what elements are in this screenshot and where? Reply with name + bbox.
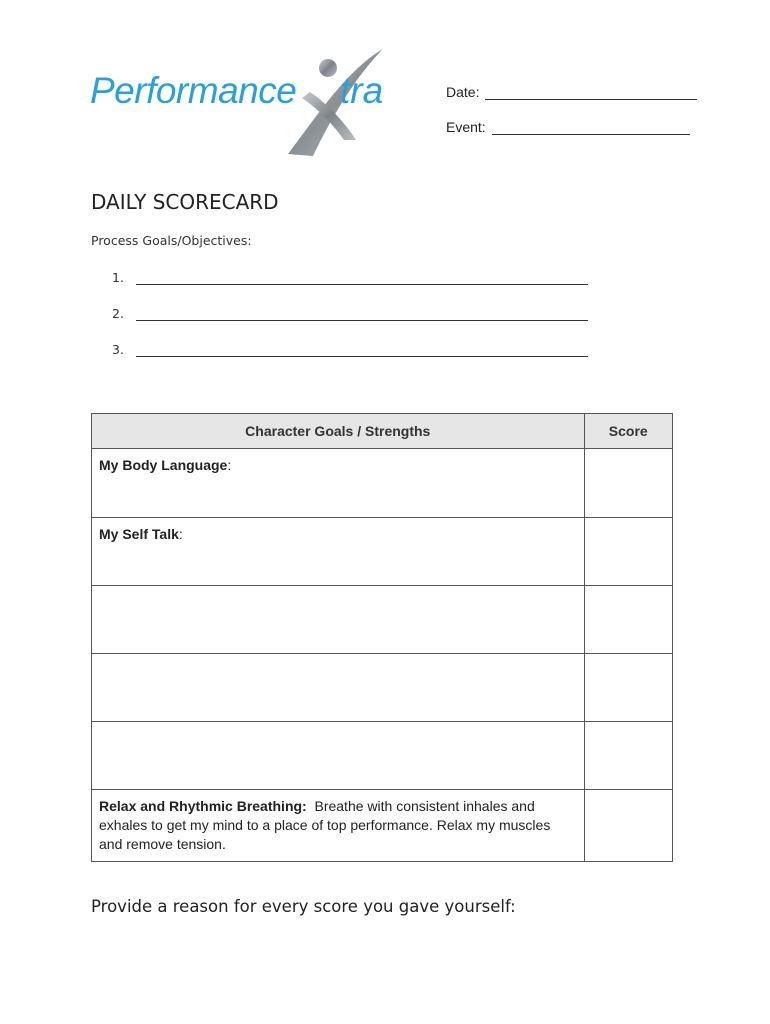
score-cell[interactable] bbox=[584, 790, 672, 862]
goal-cell[interactable] bbox=[92, 518, 585, 586]
footer-instruction: Provide a reason for every score you gave yourself: bbox=[91, 897, 516, 916]
row-label-suffix: : bbox=[227, 457, 232, 473]
row-label: My Body Language bbox=[99, 457, 228, 473]
row-description: Breathe with consistent inhales and exhales to get my mind to a place of top performance. Relax my muscles and remove tension. bbox=[99, 798, 551, 852]
score-cell[interactable] bbox=[584, 654, 672, 722]
goal-number: 2. bbox=[112, 306, 124, 321]
goal-number: 3. bbox=[112, 342, 124, 357]
date-label: Date: bbox=[446, 84, 480, 100]
table-row bbox=[92, 586, 673, 654]
process-goals-heading: Process Goals/Objectives: bbox=[91, 233, 252, 248]
header-score: Score bbox=[584, 414, 672, 449]
goal-item[interactable] bbox=[112, 342, 588, 357]
row-label: My Self Talk bbox=[99, 526, 179, 542]
score-cell[interactable] bbox=[584, 449, 672, 518]
page-title: DAILY SCORECARD bbox=[91, 190, 279, 214]
score-cell[interactable] bbox=[584, 586, 672, 654]
goal-cell[interactable] bbox=[92, 586, 585, 654]
logo-wordmark-tail: tra bbox=[340, 70, 384, 111]
table-row bbox=[92, 722, 673, 790]
row-label: Relax and Rhythmic Breathing: bbox=[99, 798, 307, 814]
table-row bbox=[92, 790, 673, 862]
date-field[interactable] bbox=[446, 84, 697, 100]
goal-item[interactable] bbox=[112, 306, 588, 321]
date-line[interactable] bbox=[485, 85, 697, 100]
table-row bbox=[92, 449, 673, 518]
goal-line[interactable] bbox=[136, 308, 588, 321]
header-character-goals: Character Goals / Strengths bbox=[92, 414, 585, 449]
goal-item[interactable] bbox=[112, 270, 588, 285]
performancextra-logo bbox=[88, 44, 398, 164]
goal-cell[interactable] bbox=[92, 790, 585, 862]
goal-line[interactable] bbox=[136, 272, 588, 285]
goal-line[interactable] bbox=[136, 344, 588, 357]
row-label-suffix: : bbox=[178, 526, 183, 542]
event-label: Event: bbox=[446, 119, 486, 135]
goal-number: 1. bbox=[112, 270, 124, 285]
score-cell[interactable] bbox=[584, 722, 672, 790]
goal-cell[interactable] bbox=[92, 449, 585, 518]
table-row bbox=[92, 654, 673, 722]
table-row bbox=[92, 518, 673, 586]
event-field[interactable] bbox=[446, 119, 690, 135]
goal-cell[interactable] bbox=[92, 722, 585, 790]
goal-cell[interactable] bbox=[92, 654, 585, 722]
logo-wordmark: Performance bbox=[90, 70, 297, 111]
character-goals-table bbox=[91, 413, 673, 862]
event-line[interactable] bbox=[492, 120, 690, 135]
score-cell[interactable] bbox=[584, 518, 672, 586]
table-header-row bbox=[92, 414, 673, 449]
